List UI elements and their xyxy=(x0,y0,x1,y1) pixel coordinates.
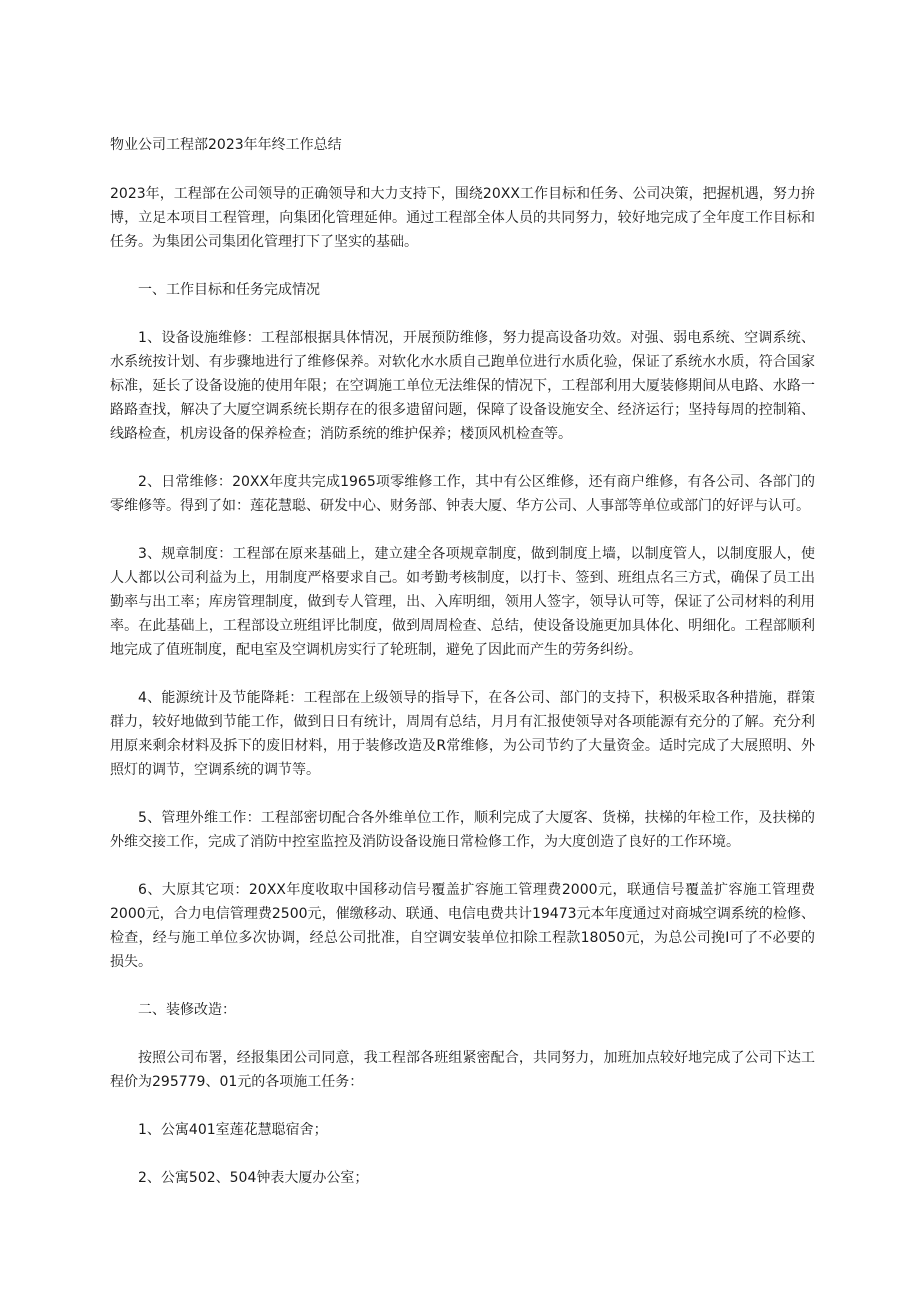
section-1-item-5: 5、管理外维工作：工程部密切配合各外维单位工作，顺利完成了大厦客、货梯，扶梯的年检工作，及扶梯的外维交接工作，完成了消防中控室监控及消防设备设施日常检修工作，为大度创造了良好的工作环境。 xyxy=(110,810,815,850)
section-2-heading: 二、装修改造： xyxy=(138,1002,236,1018)
document-body xyxy=(110,134,815,1214)
section-2-intro: 按照公司布署，经报集团公司同意，我工程部各班组紧密配合，共同努力，加班加点较好地完成了公司下达工程价为295779、01元的各项施工任务： xyxy=(110,1050,815,1090)
section-2-item-1: 1、公寓401室莲花慧聪宿舍； xyxy=(138,1122,328,1138)
section-1-heading: 一、工作目标和任务完成情况 xyxy=(138,282,320,298)
section-1-item-6: 6、大原其它项：20XX年度收取中国移动信号覆盖扩容施工管理费2000元，联通信号覆盖扩容施工管理费2000元，合力电信管理费2500元，催缴移动、联通、电信电费共计19473元本年度通过对商城空调系统的检修、检查，经与施工单位多次协调，经总公司批准，自空调安装单位扣除工程款18050元，为总公司挽I可了不必要的损失。 xyxy=(110,882,815,970)
intro-paragraph: 2023年，工程部在公司领导的正确领导和大力支持下，围绕20XX工作目标和任务、公司决策，把握机遇，努力拚博，立足本项目工程管理，向集团化管理延伸。通过工程部全体人员的共同努力，较好地完成了全年度工作目标和任务。为集团公司集团化管理打下了坚实的基础。 xyxy=(110,186,815,250)
section-1-item-3: 3、规章制度：工程部在原来基础上，建立建全各项规章制度，做到制度上墙，以制度管人，以制度服人，使人人都以公司利益为上，用制度严格要求自己。如考勤考核制度，以打卡、签到、班组点名三方式，确保了员工出勤率与出工率；库房管理制度，做到专人管理，出、入库明细，领用人签字，领导认可等，保证了公司材料的利用率。在此基础上，工程部设立班组评比制度，做到周周检查、总结，使设备设施更加具体化、明细化。工程部顺利地完成了值班制度，配电室及空调机房实行了轮班制，避免了因此而产生的劳务纠纷。 xyxy=(110,546,815,658)
section-1-item-4: 4、能源统计及节能降耗：工程部在上级领导的指导下，在各公司、部门的支持下，积极采取各种措施，群策群力，较好地做到节能工作，做到日日有统计，周周有总结，月月有汇报使领导对各项能源有充分的了解。充分利用原来剩余材料及拆下的废旧材料，用于装修改造及R常维修，为公司节约了大量资金。适时完成了大展照明、外照灯的调节，空调系统的调节等。 xyxy=(110,690,815,778)
section-2-item-2: 2、公寓502、504钟表大厦办公室； xyxy=(138,1170,369,1186)
section-1-item-2: 2、日常维修：20XX年度共完成1965项零维修工作，其中有公区维修，还有商户维修，有各公司、各部门的零维修等。得到了如：莲花慧聪、研发中心、财务部、钟表大厦、华方公司、人事部等单位或部门的好评与认可。 xyxy=(110,474,815,514)
document-title: 物业公司工程部2023年年终工作总结 xyxy=(110,137,342,153)
section-1-item-1: 1、设备设施维修：工程部根据具体情况，开展预防维修，努力提高设备功效。对强、弱电系统、空调系统、水系统按计划、有步骤地进行了维修保养。对软化水水质自己跑单位进行水质化验，保证了系统水水质，符合国家标准，延长了设备设施的使用年限；在空调施工单位无法维保的情况下，工程部利用大厦装修期间从电路、水路一路路查找，解决了大厦空调系统长期存在的很多遗留问题，保障了设备设施安全、经济运行；坚持每周的控制箱、线路检查，机房设备的保养检查；消防系统的维护保养；楼顶风机检查等。 xyxy=(110,330,815,442)
